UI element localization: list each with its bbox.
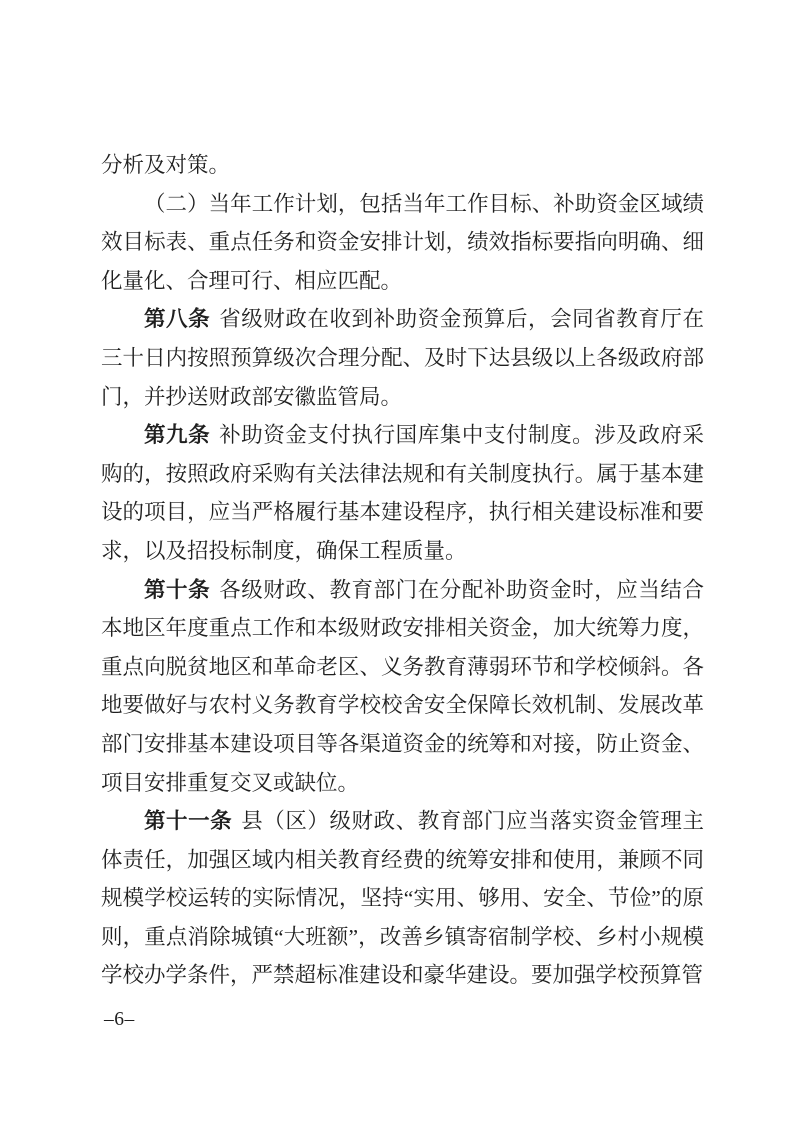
paragraph: 第十条 各级财政、教育部门在分配补助资金时，应当结合本地区年度重点工作和本级财政安排相关资金，加大统筹力度，重点向脱贫地区和革命老区、义务教育薄弱环节和学校倾斜。各地要做好与农村义务教育学校校舍安全保障长效机制、发展改革部门安排基本建设项目等各渠道资金的统筹和对接，防止资金、项目安排重复交叉或缺位。	[101, 577, 704, 795]
paragraph: 第十一条 县（区）级财政、教育部门应当落实资金管理主体责任，加强区域内相关教育经费的统筹安排和使用，兼顾不同规模学校运转的实际情况，坚持“实用、够用、安全、节俭”的原则，重点消除城镇“大班额”，改善乡镇寄宿制学校、乡村小规模学校办学条件，严禁超标准建设和豪华建设。要加强学校预算管	[101, 809, 704, 988]
article-heading: 第十一条	[144, 809, 233, 834]
page-number: –6–	[104, 1009, 135, 1030]
document-body	[101, 146, 704, 995]
article-heading: 第十条	[144, 577, 211, 602]
paragraph: 分析及对策。	[101, 153, 231, 177]
paragraph: （二）当年工作计划，包括当年工作目标、补助资金区域绩效目标表、重点任务和资金安排计划，绩效指标要指向明确、细化量化、合理可行、相应匹配。	[101, 191, 704, 293]
article-heading: 第八条	[144, 307, 211, 332]
paragraph: 第九条 补助资金支付执行国库集中支付制度。涉及政府采购的，按照政府采购有关法律法规和有关制度执行。属于基本建设的项目，应当严格履行基本建设程序，执行相关建设标准和要求，以及招投标制度，确保工程质量。	[101, 423, 704, 563]
paragraph: 第八条 省级财政在收到补助资金预算后，会同省教育厅在三十日内按照预算级次合理分配、及时下达县级以上各级政府部门，并抄送财政部安徽监管局。	[101, 307, 704, 409]
article-heading: 第九条	[144, 423, 211, 448]
